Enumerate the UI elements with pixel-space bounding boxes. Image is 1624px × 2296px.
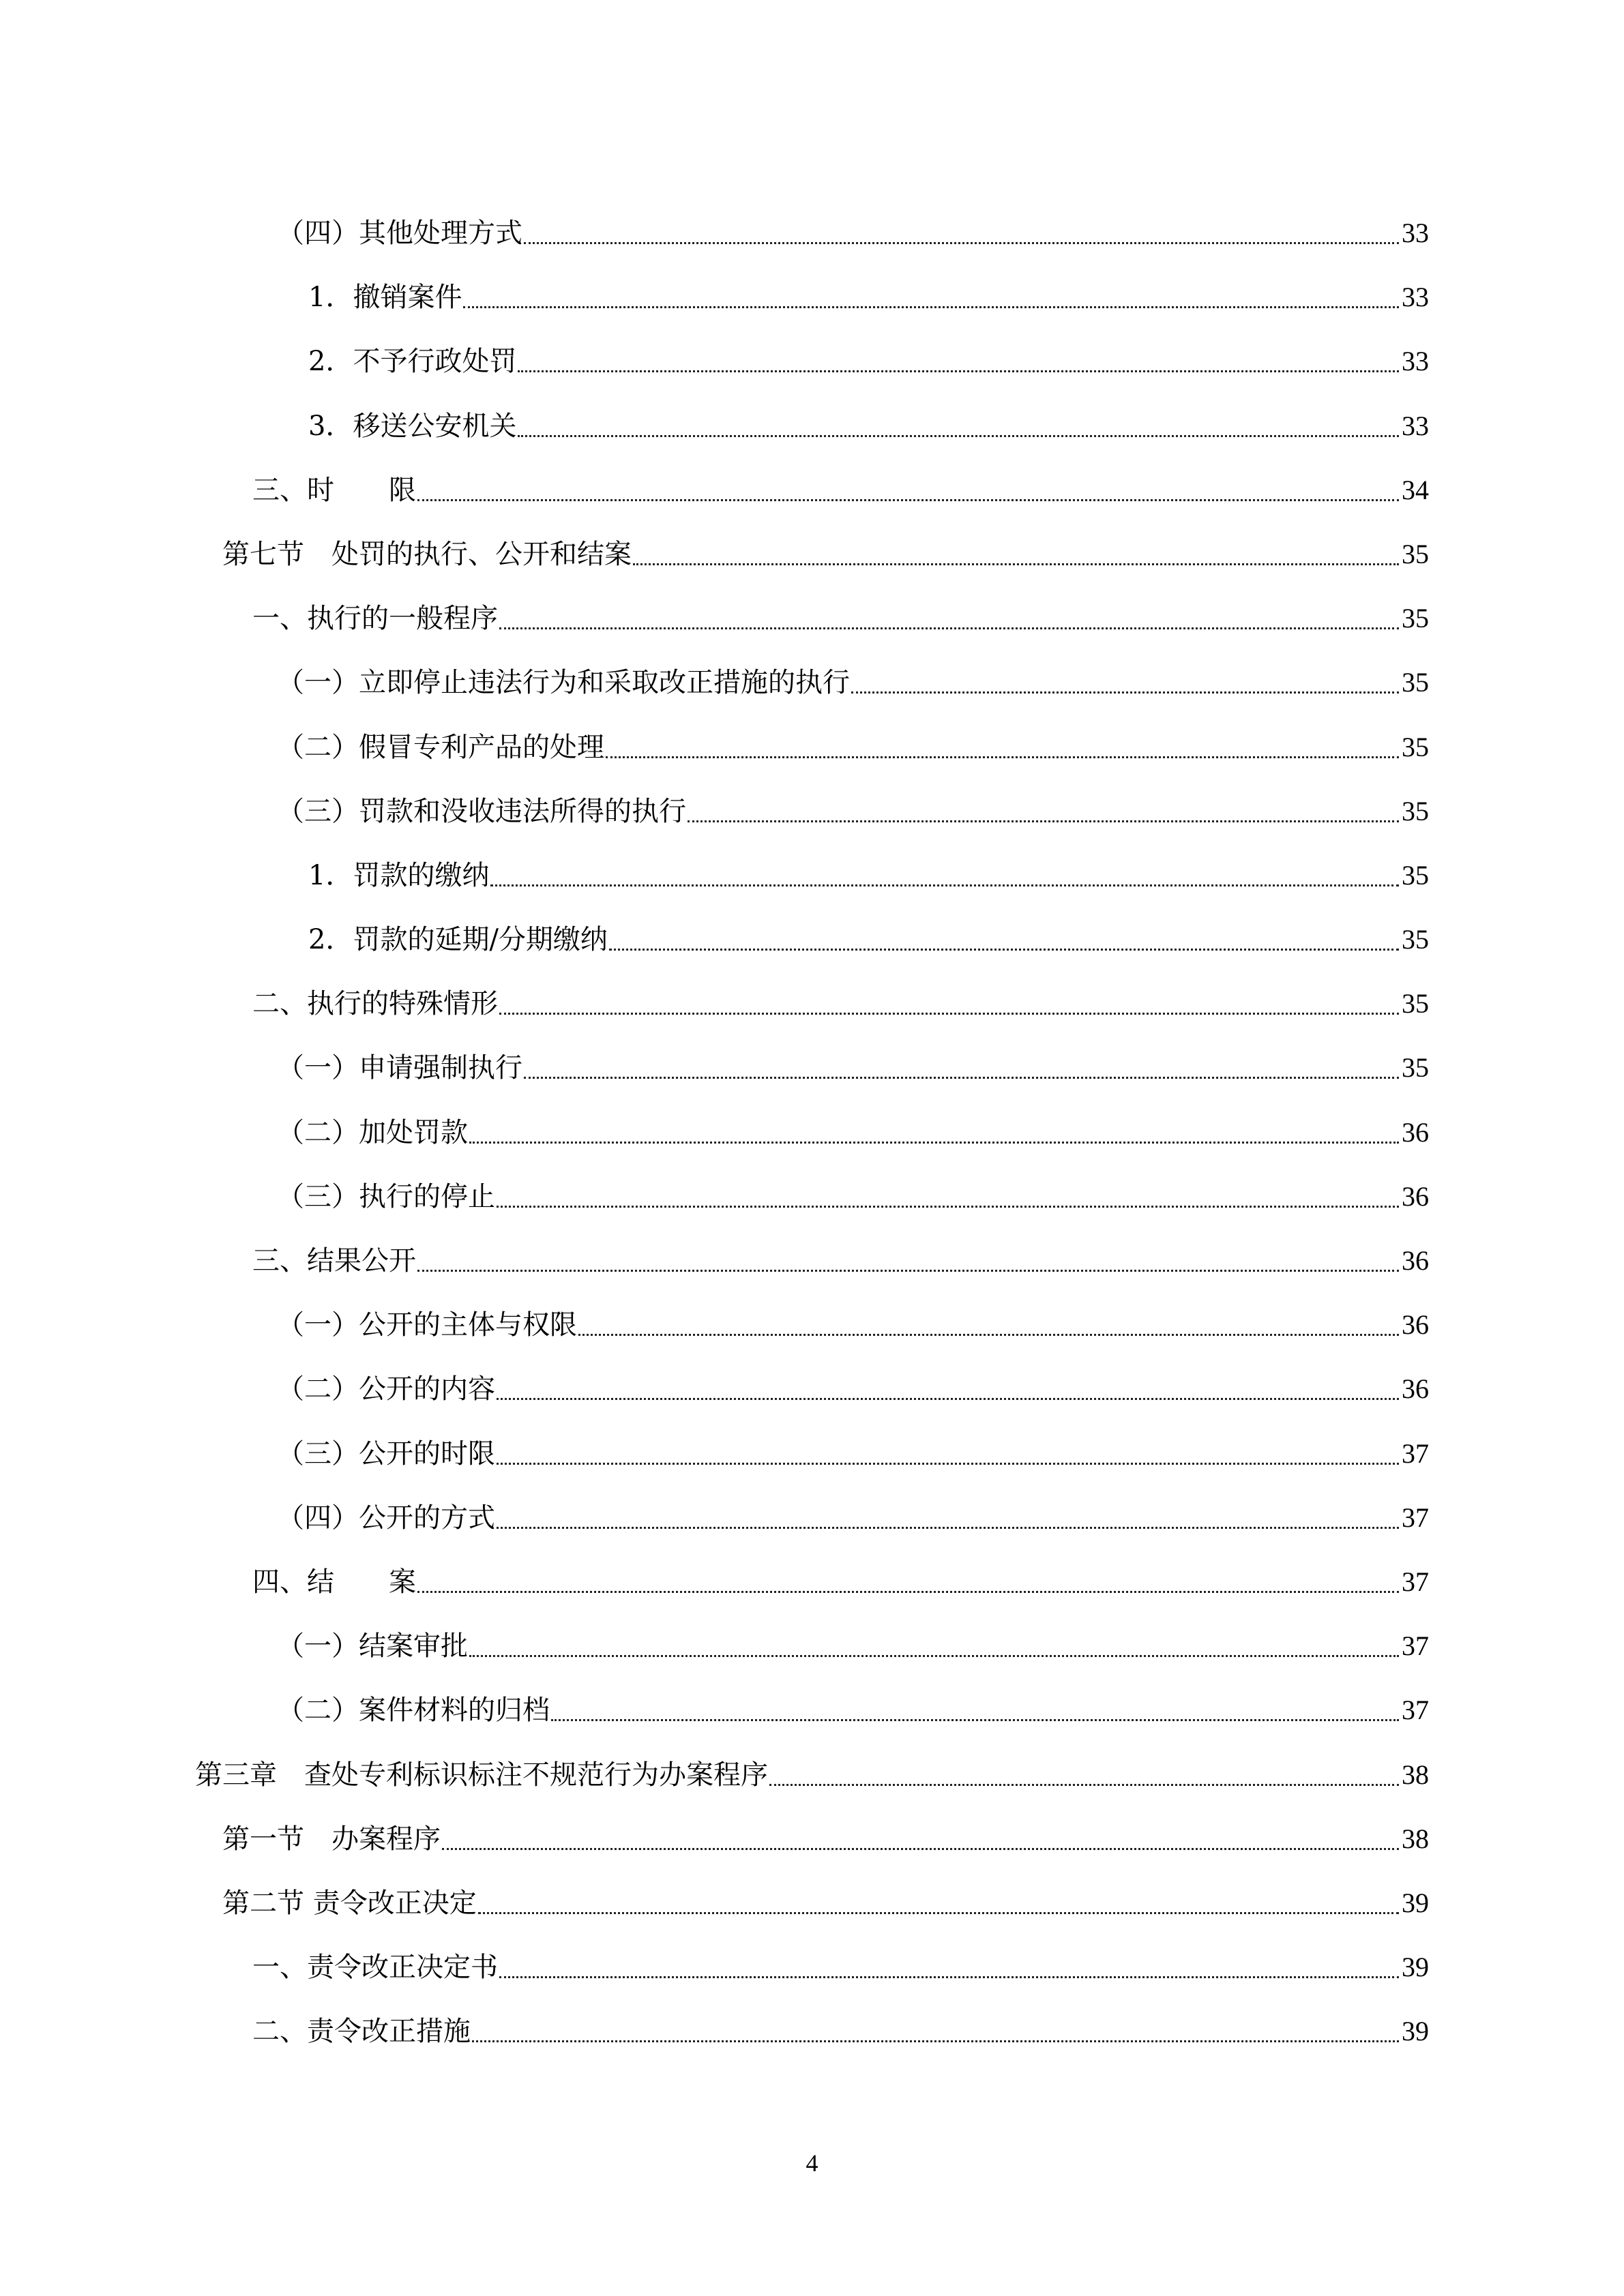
toc-entry [0,203,1624,267]
toc-entry-page-number: 36 [1402,1116,1429,1148]
toc-entry-page-number: 35 [1402,603,1429,634]
toc-entry-page-number: 37 [1402,1566,1429,1597]
dot-leader [497,1370,1399,1408]
toc-entry-title: 3．移送公安机关 [308,407,518,445]
toc-entry-line [277,1499,1429,1537]
toc-entry-link[interactable] [0,1488,1624,1552]
toc-entry-line [252,1563,1429,1601]
toc-entry-line [277,728,1429,766]
toc-entry [0,1231,1624,1295]
toc-entry-title: 三、时 限 [252,471,417,509]
toc-entry-title: 第一节 办案程序 [222,1820,442,1858]
page-number: 4 [806,2149,818,2177]
dot-leader [524,1049,1399,1087]
toc-entry-link[interactable] [0,974,1624,1038]
toc-entry-page-number: 35 [1402,795,1429,826]
toc-entry-title: （二）加处罚款 [277,1114,469,1152]
dot-leader [524,214,1399,252]
toc-entry-page-number: 35 [1402,731,1429,762]
toc-entry-line [252,471,1429,509]
toc-entry-line [277,664,1429,702]
toc-entry-line [308,407,1429,445]
toc-entry-page-number: 33 [1402,218,1429,248]
toc-entry [0,1745,1624,1809]
toc-entry-title: （三）执行的停止 [277,1178,497,1216]
toc-entry-link[interactable] [0,396,1624,460]
toc-entry-link[interactable] [0,1167,1624,1231]
toc-entry-page-number: 35 [1402,859,1429,891]
toc-entry [0,717,1624,781]
toc-entry-line [252,1948,1429,1986]
toc-entry [0,460,1624,524]
toc-entry [0,1680,1624,1744]
toc-entry-line [277,1049,1429,1087]
toc-entry-line [277,1370,1429,1408]
dot-leader [469,1114,1399,1152]
dot-leader [469,1627,1399,1665]
toc-entry-link[interactable] [0,203,1624,267]
toc-entry-page-number: 39 [1402,1952,1429,1983]
dot-leader [688,792,1399,831]
toc-entry-title: （一）结案审批 [277,1627,469,1665]
toc-entry-link[interactable] [0,846,1624,910]
dot-leader [497,1178,1399,1216]
toc-entry-title: 1．撤销案件 [308,278,463,316]
toc-entry-title: 第二节 责令改正决定 [222,1884,478,1922]
dot-leader [442,1820,1399,1858]
toc-entry-page-number: 33 [1402,346,1429,377]
toc-entry [0,1359,1624,1423]
toc-entry-title: 第七节 处罚的执行、公开和结案 [222,535,633,573]
toc-entry-link[interactable] [0,1745,1624,1809]
toc-entry-line [252,1242,1429,1280]
dot-leader [497,1499,1399,1537]
toc-entry-link[interactable] [0,1103,1624,1167]
toc-entry-title: 一、执行的一般程序 [252,599,499,638]
toc-entry-title: 1．罚款的缴纳 [308,856,490,895]
toc-entry [0,1937,1624,2001]
toc-entry-link[interactable] [0,1616,1624,1680]
toc-entry-line [277,792,1429,831]
toc-entry-line [277,214,1429,252]
toc-entry [0,653,1624,717]
toc-entry-title: 四、结 案 [252,1563,417,1601]
dot-leader [609,921,1399,959]
toc-entry-link[interactable] [0,1873,1624,1937]
table-of-contents [0,203,1624,2066]
toc-entry-title: 2．罚款的延期/分期缴纳 [308,921,609,959]
toc-entry-link[interactable] [0,1937,1624,2001]
toc-entry [0,1038,1624,1102]
dot-leader [478,1884,1399,1922]
toc-entry-page-number: 38 [1402,1759,1429,1790]
toc-entry [0,1616,1624,1680]
toc-entry-page-number: 36 [1402,1245,1429,1276]
toc-entry [0,1295,1624,1359]
toc-entry-link[interactable] [0,460,1624,524]
toc-entry [0,910,1624,974]
toc-entry-link[interactable] [0,1295,1624,1359]
toc-entry [0,524,1624,588]
toc-entry-page-number: 33 [1402,282,1429,313]
toc-entry [0,1809,1624,1873]
toc-entry-title: 二、执行的特殊情形 [252,985,499,1023]
toc-entry [0,2001,1624,2066]
toc-entry-line [277,1114,1429,1152]
toc-entry-page-number: 37 [1402,1695,1429,1726]
toc-entry [0,396,1624,460]
toc-entry-link[interactable] [0,1424,1624,1488]
toc-entry-title: （四）公开的方式 [277,1499,497,1537]
dot-leader [518,342,1399,381]
toc-entry [0,846,1624,910]
toc-entry-line [277,1178,1429,1216]
toc-entry [0,1552,1624,1616]
toc-entry-page-number: 39 [1402,2016,1429,2047]
toc-entry-line [252,599,1429,638]
toc-entry [0,1424,1624,1488]
dot-leader [633,535,1399,573]
toc-entry-line [277,1691,1429,1729]
toc-entry-page-number: 35 [1402,924,1429,955]
toc-entry-link[interactable] [0,1359,1624,1423]
toc-entry-page-number: 35 [1402,667,1429,698]
toc-entry-line [252,2012,1429,2051]
dot-leader [417,1242,1399,1280]
toc-entry-line [277,1306,1429,1344]
toc-entry-title: （一）立即停止违法行为和采取改正措施的执行 [277,664,851,702]
toc-entry-link[interactable] [0,717,1624,781]
toc-entry-link[interactable] [0,588,1624,653]
toc-entry-line [222,1820,1429,1858]
dot-leader [490,856,1399,895]
toc-entry-line [222,535,1429,573]
toc-entry-title: （二）案件材料的归档 [277,1691,551,1729]
toc-entry-title: （二）假冒专利产品的处理 [277,728,606,766]
dot-leader [417,1563,1399,1601]
dot-leader [417,471,1399,509]
toc-entry [0,974,1624,1038]
toc-entry-title: 二、责令改正措施 [252,2012,472,2051]
toc-entry-link[interactable] [0,910,1624,974]
toc-entry-page-number: 37 [1402,1437,1429,1469]
toc-entry-link[interactable] [0,781,1624,846]
toc-entry-title: （三）罚款和没收违法所得的执行 [277,792,688,831]
toc-entry-page-number: 36 [1402,1309,1429,1341]
toc-entry-link[interactable] [0,653,1624,717]
toc-entry-title: （二）公开的内容 [277,1370,497,1408]
toc-entry-page-number: 38 [1402,1823,1429,1854]
toc-entry-link[interactable] [0,267,1624,331]
toc-entry [0,781,1624,846]
toc-entry [0,1103,1624,1167]
toc-entry-title: 2．不予行政处罚 [308,342,518,381]
toc-entry-line [222,1884,1429,1922]
toc-entry-page-number: 36 [1402,1180,1429,1212]
toc-entry [0,1873,1624,1937]
toc-entry-link[interactable] [0,1231,1624,1295]
dot-leader [497,1435,1399,1473]
toc-entry-page-number: 36 [1402,1373,1429,1405]
dot-leader [606,728,1399,766]
toc-entry [0,1488,1624,1552]
toc-entry-title: 一、责令改正决定书 [252,1948,499,1986]
toc-entry-link[interactable] [0,1809,1624,1873]
dot-leader [499,599,1399,638]
toc-entry-line [195,1756,1429,1794]
dot-leader [472,2012,1399,2051]
toc-entry-line [308,342,1429,381]
toc-entry-link[interactable] [0,2001,1624,2066]
toc-entry-link[interactable] [0,1552,1624,1616]
toc-entry-page-number: 35 [1402,1052,1429,1084]
dot-leader [499,985,1399,1023]
dot-leader [463,278,1399,316]
dot-leader [578,1306,1399,1344]
toc-entry-page-number: 35 [1402,988,1429,1019]
toc-entry-title: （一）申请强制执行 [277,1049,524,1087]
toc-entry-title: （四）其他处理方式 [277,214,524,252]
toc-entry-page-number: 34 [1402,474,1429,505]
toc-entry-title: （一）公开的主体与权限 [277,1306,578,1344]
toc-entry [0,331,1624,396]
toc-entry-line [308,856,1429,895]
toc-entry-line [277,1435,1429,1473]
toc-entry-link[interactable] [0,1680,1624,1744]
toc-entry-page-number: 33 [1402,410,1429,441]
dot-leader [518,407,1399,445]
toc-entry-link[interactable] [0,1038,1624,1102]
dot-leader [499,1948,1399,1986]
toc-entry-title: 三、结果公开 [252,1242,417,1280]
toc-entry [0,1167,1624,1231]
toc-entry-page-number: 35 [1402,538,1429,569]
toc-entry-page-number: 39 [1402,1887,1429,1918]
toc-entry-link[interactable] [0,524,1624,588]
toc-entry-line [308,278,1429,316]
toc-entry-link[interactable] [0,331,1624,396]
dot-leader [769,1756,1399,1794]
toc-entry [0,267,1624,331]
toc-entry-line [252,985,1429,1023]
toc-entry-page-number: 37 [1402,1630,1429,1662]
dot-leader [551,1691,1399,1729]
toc-entry-line [308,921,1429,959]
dot-leader [851,664,1399,702]
toc-entry-title: 第三章 查处专利标识标注不规范行为办案程序 [195,1756,769,1794]
toc-entry-title: （三）公开的时限 [277,1435,497,1473]
toc-entry-page-number: 37 [1402,1502,1429,1533]
toc-entry [0,588,1624,653]
toc-entry-line [277,1627,1429,1665]
